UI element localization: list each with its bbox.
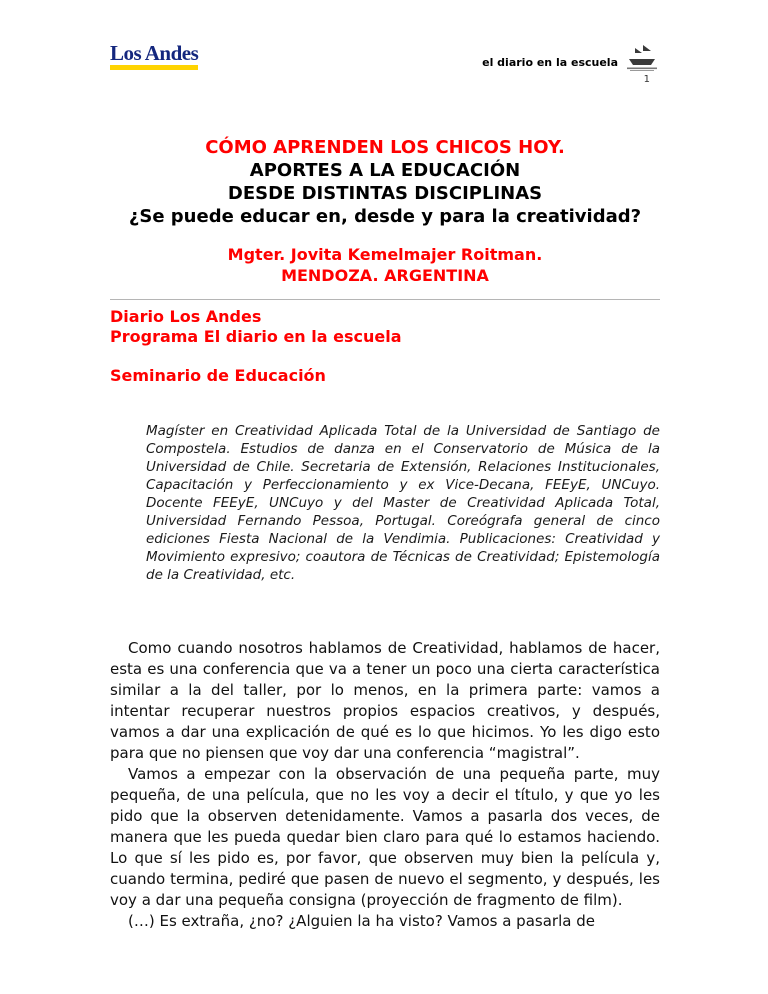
- divider-rule: [110, 299, 660, 300]
- page-header: [110, 42, 660, 86]
- losandes-logo-text: Los Andes: [110, 41, 199, 65]
- title-block: [110, 136, 660, 228]
- losandes-logo-underline: [110, 65, 198, 70]
- header-right: [482, 42, 660, 85]
- author-block: [110, 244, 660, 286]
- program-row: [482, 42, 660, 72]
- document-title-line2: APORTES A LA EDUCACIÓN: [249, 160, 521, 181]
- program-label: el diario en la escuela: [482, 56, 618, 69]
- author-bio: Magíster en Creatividad Aplicada Total de la Universidad de Santiago de Compostela. Estudios de danza en el Conservatorio de Música de la Universidad de Chile. Secretaria de Extensión, Relaciones Institucionales, Capacitación y Perfeccionamiento y ex Vice-Decana, FEEyE, UNCuyo. Docente FEEyE, UNCuyo y del Master de Creatividad Aplicada Total, Universidad Fernando Pessoa, Portugal. Coreógrafa general de cinco ediciones Fiesta Nacional de la Vendimia. Publicaciones: Creatividad y Movimiento expresivo; coautora de Técnicas de Creatividad; Epistemología de la Creatividad, etc.: [146, 423, 660, 583]
- body-paragraph-1: Como cuando nosotros hablamos de Creatividad, hablamos de hacer, esta es una conferencia que va a tener un poco una cierta característica similar a la del taller, por lo menos, en la primera parte: vamos a intentar recuperar nuestros propios espacios creativos, y después, vamos a dar una explicación de qué es lo que hicimos. Yo les digo esto para que no piensen que voy dar una conferencia “magistral”.: [110, 639, 660, 762]
- section-seminario: Seminario de Educación: [110, 366, 326, 385]
- page-number: 1: [643, 74, 650, 85]
- section-diario: Diario Los Andes: [110, 307, 262, 326]
- section-block: [110, 307, 660, 386]
- document-title-line3: DESDE DISTINTAS DISCIPLINAS: [227, 183, 543, 204]
- body-paragraph-2: Vamos a empezar con la observación de una pequeña parte, muy pequeña, de una película, que no les voy a decir el título, y que yo les pido que la observen detenidamente. Vamos a pasarla dos veces, de manera que les pueda quedar bien claro para qué lo estamos haciendo. Lo que sí les pido es, por favor, que observen muy bien la película y, cuando termina, pediré que pasen de nuevo el segmento, y después, les voy a dar una pequeña consigna (proyección de fragmento de film).: [110, 765, 660, 909]
- document-subtitle: ¿Se puede educar en, desde y para la creatividad?: [128, 206, 642, 227]
- author-name: Mgter. Jovita Kemelmajer Roitman.: [227, 245, 543, 264]
- losandes-logo: [110, 42, 198, 70]
- author-location: MENDOZA. ARGENTINA: [281, 266, 489, 285]
- document-title-line1: CÓMO APRENDEN LOS CHICOS HOY.: [205, 137, 565, 158]
- section-programa: Programa El diario en la escuela: [110, 327, 402, 346]
- school-crest-icon: [624, 42, 660, 72]
- body-paragraph-3: (…) Es extraña, ¿no? ¿Alguien la ha visto? Vamos a pasarla de: [128, 912, 595, 930]
- body-text: [110, 638, 660, 932]
